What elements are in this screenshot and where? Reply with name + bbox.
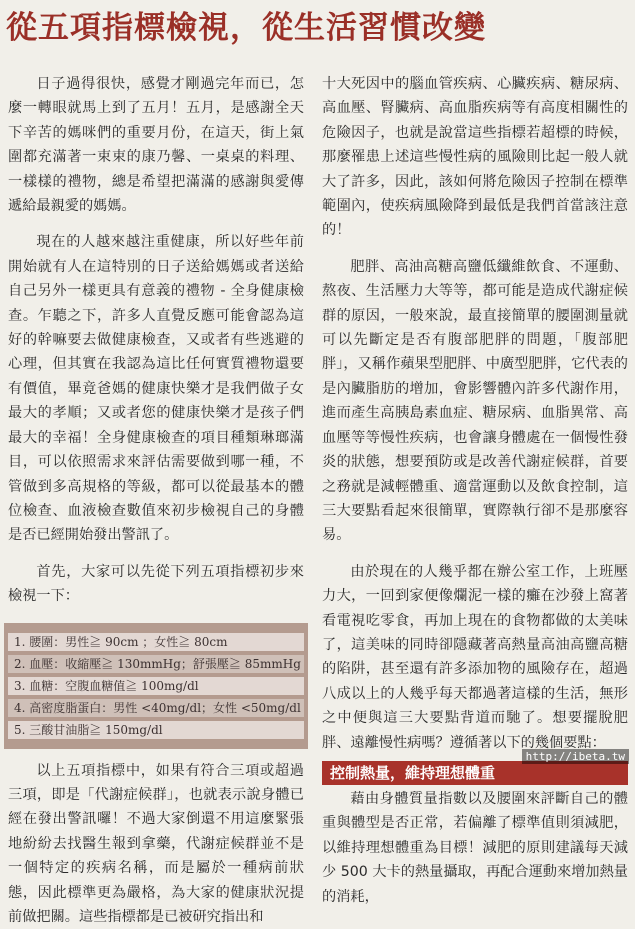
watermark: http://ibeta.tw xyxy=(522,749,629,764)
indicator-box xyxy=(4,623,308,749)
left-column xyxy=(8,72,304,929)
lifestyle-paragraph: 由於現在的人幾乎都在辦公室工作，上班壓力大，一回到家便像爛泥一樣的癱在沙發上窩著看電視吃零食，再加上現在的食物都做的太美味了，這美味的同時卻隱藏著高熱量高油高鹽高糖的陷阱，甚至還有許多添加物的風險存在，超過八成以上的人幾乎每天都過著這樣的生活，無形之中便與這三大要點背道而馳了。想要擺脫肥胖、遠離慢性病嗎？遵循著以下的幾個要點： xyxy=(322,563,628,751)
indicator-triglyceride: 5. 三酸甘油脂≧ 150mg/dl xyxy=(8,721,304,739)
section-subheading: 控制熱量，維持理想體重 xyxy=(322,761,628,785)
risk-factor-paragraph: 十大死因中的腦血管疾病、心臟疾病、糖尿病、高血壓、腎臟病、高血脂疾病等有高度相關性的危險因子，也就是說當這些指標若超標的時候，那麼罹患上述這些慢性病的風險則比起一般人就大了許多，因此，該如何將危險因子控制在標準範圍內，使疾病風險降到最低是我們首當該注意的！ xyxy=(322,76,628,239)
indicators-intro: 首先，大家可以先從下列五項指標初步來檢視一下： xyxy=(8,563,304,605)
causes-paragraph: 肥胖、高油高糖高鹽低纖維飲食、不運動、熬夜、生活壓力大等等，都可能是造成代謝症候群的原因，一般來說，最直接簡單的腰圍測量就可以先斷定是否有腹部肥胖的問題，「腹部肥胖」，又稱作蘋果型肥胖、中廣型肥胖，它代表的是內臟脂肪的增加，會影響體內許多代謝作用，進而產生高胰島素血症、糖尿病、血脂異常、高血壓等等慢性疾病，也會讓身體處在一個慢性發炎的狀態，想要預防或是改善代謝症候群，首要之務就是減輕體重、適當運動以及飲食控制，這三大要點看起來很簡單，實際執行卻不是那麼容易。 xyxy=(322,258,628,544)
indicator-waist: 1. 腰圍：男性≧ 90cm ；女性≧ 80cm xyxy=(8,633,304,651)
indicator-blood-sugar: 3. 血糖：空腹血糖值≧ 100mg/dl xyxy=(8,677,304,695)
indicator-hdl: 4. 高密度脂蛋白：男性 <40mg/dl；女性 <50mg/dl xyxy=(8,699,304,717)
metabolic-syndrome-paragraph: 以上五項指標中，如果有符合三項或超過三項，即是「代謝症候群」，也就表示說身體已經在發出警訊囉！不過大家倒還不用這麼緊張地紛紛去找醫生報到拿藥，代謝症候群並不是一個特定的疾病名稱，而是屬於一種病前狀態，因此標準更為嚴格，為大家的健康狀況提前做把關。這些指標都是已被研究指出和 xyxy=(8,762,304,925)
health-check-paragraph: 現在的人越來越注重健康，所以好些年前開始就有人在這特別的日子送給媽媽或者送給自己另外一樣更具有意義的禮物 - 全身健康檢查。乍聽之下，許多人直覺反應可能會認為這好的幹嘛要去做健康檢查，又或者有些逃避的心理，但其實在我認為這比任何實質禮物還要有價值，畢竟爸媽的健康快樂才是我們做子女最大的孝順；又或者您的健康快樂才是孩子們最大的幸福！全身健康檢查的項目種類琳瑯滿目，可以依照需求來評估需要做到哪一種，不管做到多高規格的等級，都可以從最基本的體位檢查、血液檢查數值來初步檢視自己的身體是否已經開始發出警訊了。 xyxy=(8,234,304,544)
right-column xyxy=(322,72,628,909)
indicator-blood-pressure: 2. 血壓：收縮壓≧ 130mmHg；舒張壓≧ 85mmHg xyxy=(8,655,304,673)
article-title: 從五項指標檢視，從生活習慣改變 xyxy=(6,10,486,46)
calorie-paragraph: 藉由身體質量指數以及腰圍來評斷自己的體重與體型是否正常，若偏離了標準值則須減肥，以維持理想體重為目標！減肥的原則建議每天減少 500 大卡的熱量攝取，再配合運動來增加熱量的消耗， xyxy=(322,790,628,905)
intro-paragraph: 日子過得很快，感覺才剛過完年而已，怎麼一轉眼就馬上到了五月！五月，是感謝全天下辛苦的媽咪們的重要月份，在這天，街上氣圍都充滿著一束束的康乃馨、一桌桌的料理、一樣樣的禮物，總是希望把滿滿的感謝與愛傳遞給最親愛的媽媽。 xyxy=(8,76,304,215)
